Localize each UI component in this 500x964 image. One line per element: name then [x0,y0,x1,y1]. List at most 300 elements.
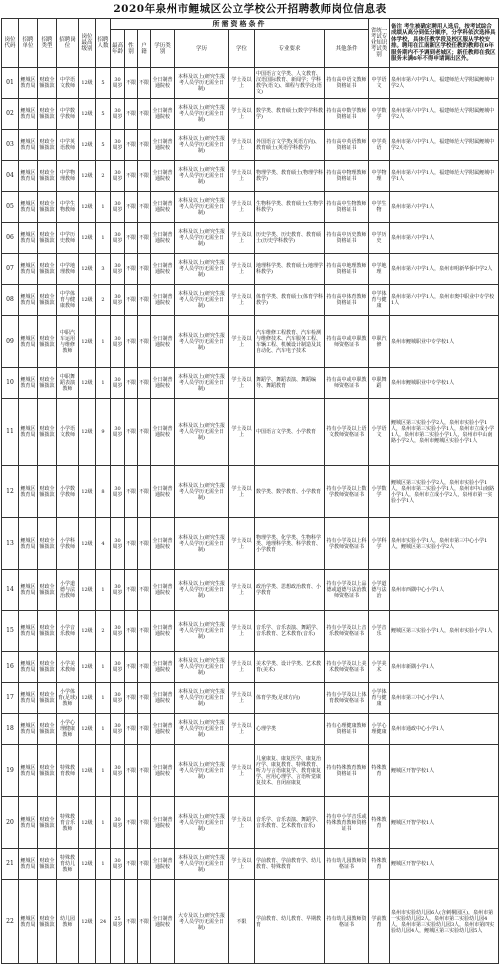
cell-other: 持有特殊教育教师资格证书 [325,745,369,797]
cell-other: 持有高中物理教师资格证书 [325,161,369,192]
cell-type: 财政全额拨款 [38,316,57,368]
table-row [2,130,499,161]
table-row [2,570,499,611]
cell-age: 30周岁 [111,192,125,223]
cell-other: 持有高中体育教师资格证书 [325,285,369,316]
cell-gender: 不限 [125,849,138,880]
cell-major: 中国语言文学类、小学教育 [255,399,325,466]
cell-type: 财政全额拨款 [38,570,57,611]
cell-type: 财政全额拨款 [38,745,57,797]
cell-code: 17 [2,683,19,714]
cell-level: 12级 [79,192,96,223]
cell-other: 持有幼儿园教师资格证书 [325,849,369,880]
cell-other: 持有高中或中职教师资格证书 [325,316,369,368]
cell-unit: 鲤城区教育局 [19,254,38,285]
cell-exam: 小学语文 [369,399,390,466]
cell-level: 12级 [79,399,96,466]
cell-code: 15 [2,611,19,652]
cell-level: 12级 [79,368,96,399]
table-row [2,683,499,714]
cell-major: 儿童康复、康复医学、康复治疗学、康复教育、特殊教育、听力与言语康复学、教育康复学、应用心理学、言语听觉康复技术、自闭症康复 [255,745,325,797]
cell-major: 心理学类 [255,714,325,745]
cell-age: 30周岁 [111,611,125,652]
cell-age: 30周岁 [111,849,125,880]
cell-edu: 本科及以上(研究生报考人员学历无需全日制) [175,797,229,849]
cell-level: 12级 [79,652,96,683]
cell-type: 财政全额拨款 [38,683,57,714]
table-row [2,368,499,399]
cell-edu-type: 全日制普通院校 [151,745,175,797]
cell-code: 10 [2,368,19,399]
cell-count: 1 [96,797,111,849]
cell-post: 小学美术教师 [57,652,79,683]
cell-post: 特殊教育教师 [57,745,79,797]
cell-unit: 鲤城区教育局 [19,68,38,99]
cell-note: 泉州市鲤城职业中专学校1人 [390,316,499,368]
cell-count: 5 [96,130,111,161]
cell-post: 小学科学教师 [57,518,79,570]
cell-note: 泉州市第六中学1人，泉州市奥中职业中专学校1人 [390,285,499,316]
cell-note: 泉州市第六中学1人，泉州市明新华侨中学2人 [390,254,499,285]
cell-count: 1 [96,316,111,368]
cell-code: 18 [2,714,19,745]
cell-count: 2 [96,161,111,192]
cell-age: 30周岁 [111,518,125,570]
cell-edu-type: 全日制普通院校 [151,880,175,964]
cell-exam: 中职汽修 [369,316,390,368]
cell-degree: 学士及以上 [229,611,255,652]
cell-level: 12级 [79,130,96,161]
cell-edu: 本科及以上(研究生报考人员学历无需全日制) [175,285,229,316]
cell-gender: 不限 [125,652,138,683]
cell-age: 30周岁 [111,130,125,161]
cell-age: 30周岁 [111,652,125,683]
cell-count: 1 [96,849,111,880]
cell-code: 05 [2,192,19,223]
table-row [2,880,499,964]
cell-edu: 本科及以上(研究生报考人员学历无需全日制) [175,683,229,714]
cell-degree: 学士及以上 [229,316,255,368]
cell-note: 泉州市第六中学1人 [390,192,499,223]
cell-hukou: 不限 [138,161,151,192]
cell-major: 政治学类、思想政治教育、小学教育 [255,570,325,611]
cell-other: 持有高中或中职教师资格证书 [325,368,369,399]
cell-code: 06 [2,223,19,254]
cell-degree: 学士及以上 [229,797,255,849]
header-edu: 学历 [175,30,229,68]
cell-hukou: 不限 [138,466,151,518]
cell-code: 22 [2,880,19,964]
cell-hukou: 不限 [138,652,151,683]
header-hukou: 户籍 [138,30,151,68]
header-gender: 性别 [125,30,138,68]
cell-major: 汽车维修工程教育、汽车检测与维修技术、汽车服务工程、车辆工程、机械设计制造及其自动化、汽车电子技术 [255,316,325,368]
cell-edu-type: 全日制普通院校 [151,192,175,223]
cell-gender: 不限 [125,68,138,99]
cell-exam: 小学音乐 [369,611,390,652]
cell-type: 财政全额拨款 [38,518,57,570]
cell-gender: 不限 [125,130,138,161]
cell-age: 30周岁 [111,683,125,714]
cell-type: 财政全额拨款 [38,797,57,849]
table-row [2,466,499,518]
cell-gender: 不限 [125,880,138,964]
cell-level: 12级 [79,570,96,611]
cell-degree: 学士及以上 [229,192,255,223]
cell-edu: 本科及以上(研究生报考人员学历无需全日制) [175,130,229,161]
cell-hukou: 不限 [138,285,151,316]
cell-other: 持有小学及以上数学教师资格证书 [325,466,369,518]
cell-note: 鲤城区开智学校1人 [390,797,499,849]
cell-level: 12级 [79,683,96,714]
cell-exam: 中学英语 [369,130,390,161]
cell-degree: 学士及以上 [229,368,255,399]
cell-age: 30周岁 [111,745,125,797]
cell-major: 中国语言文学类、人文教育、汉语国际教育、新闻学；学科教学(语文)、课程与教学论(语文) [255,68,325,99]
cell-post: 小学音乐教师 [57,611,79,652]
table-row [2,652,499,683]
cell-major: 数学类、数学教育、小学教育 [255,466,325,518]
cell-code: 02 [2,99,19,130]
cell-level: 12级 [79,466,96,518]
cell-type: 财政全额拨款 [38,99,57,130]
cell-level: 12级 [79,849,96,880]
cell-unit: 鲤城区教育局 [19,570,38,611]
cell-hukou: 不限 [138,518,151,570]
cell-unit: 鲤城区教育局 [19,683,38,714]
cell-edu: 本科及以上(研究生报考人员学历无需全日制) [175,192,229,223]
cell-count: 2 [96,285,111,316]
cell-other: 持有高中数学教师资格证书 [325,99,369,130]
cell-edu: 本科及以上(研究生报考人员学历无需全日制) [175,161,229,192]
cell-code: 08 [2,285,19,316]
cell-age: 30周岁 [111,570,125,611]
cell-edu-type: 全日制普通院校 [151,254,175,285]
cell-gender: 不限 [125,714,138,745]
table-body [2,68,499,964]
cell-other: 持有中小学音乐或特殊教育教师资格证书 [325,797,369,849]
cell-major: 音乐学、音乐表演、舞蹈学、音乐教育、艺术教育(音乐) [255,797,325,849]
header-type: 招聘类型 [38,19,57,68]
cell-gender: 不限 [125,285,138,316]
cell-type: 财政全额拨款 [38,130,57,161]
cell-exam: 小学数学 [369,466,390,518]
table-row [2,518,499,570]
cell-unit: 鲤城区教育局 [19,130,38,161]
cell-post: 中职汽车运用与维修教师 [57,316,79,368]
cell-hukou: 不限 [138,68,151,99]
cell-post: 中学语文教师 [57,68,79,99]
cell-gender: 不限 [125,223,138,254]
cell-edu-type: 全日制普通院校 [151,518,175,570]
cell-major: 数学类、教育硕士(数学学科教学) [255,99,325,130]
cell-age: 25周岁 [111,880,125,964]
cell-degree: 学士及以上 [229,466,255,518]
cell-unit: 鲤城区教育局 [19,714,38,745]
cell-count: 1 [96,714,111,745]
cell-count: 3 [96,254,111,285]
cell-degree: 学士及以上 [229,223,255,254]
cell-exam: 小学美术 [369,652,390,683]
cell-exam: 小学心理健康 [369,714,390,745]
cell-unit: 鲤城区教育局 [19,368,38,399]
cell-unit: 鲤城区教育局 [19,223,38,254]
table-row [2,316,499,368]
cell-code: 03 [2,130,19,161]
cell-hukou: 不限 [138,368,151,399]
cell-note: 泉州市第六中学1人 [390,223,499,254]
cell-exam: 中学地理 [369,254,390,285]
cell-edu-type: 全日制普通院校 [151,399,175,466]
cell-post: 小学心理健康教师 [57,714,79,745]
cell-exam: 小学科学 [369,518,390,570]
cell-other: 持有幼儿园教师资格证书 [325,880,369,964]
cell-type: 财政全额拨款 [38,223,57,254]
cell-edu-type: 全日制普通院校 [151,130,175,161]
cell-count: 1 [96,570,111,611]
cell-edu-type: 全日制普通院校 [151,161,175,192]
cell-edu-type: 全日制普通院校 [151,849,175,880]
cell-note: 泉州市新隅小学1人 [390,652,499,683]
cell-note: 泉州市实验幼儿园6人(含刺桐园区)，泉州市第一实验幼儿园2人，泉州市第二实验幼儿园4人，泉州市第三实验幼儿园3人，泉州市第四实验幼儿园4人，鲤城区第三实验幼儿园5人 [390,880,499,964]
cell-count: 1 [96,683,111,714]
cell-code: 13 [2,518,19,570]
cell-note: 鲤城区开智学校1人 [390,849,499,880]
cell-edu: 本科及以上(研究生报考人员学历无需全日制) [175,223,229,254]
cell-major: 体育学类、教育硕士(体育学科教学) [255,285,325,316]
cell-edu: 本科及以上(研究生报考人员学历无需全日制) [175,316,229,368]
cell-major: 外国语言文学类(英语方向)、教育硕士(英语学科教学) [255,130,325,161]
cell-post: 小学道德与法治教师 [57,570,79,611]
cell-edu-type: 全日制普通院校 [151,68,175,99]
cell-degree: 学士及以上 [229,849,255,880]
table-row [2,223,499,254]
cell-major: 体育学类(足球方向) [255,683,325,714]
cell-age: 30周岁 [111,254,125,285]
cell-level: 12级 [79,316,96,368]
cell-exam: 特殊教育 [369,745,390,797]
cell-degree: 学士及以上 [229,399,255,466]
cell-type: 财政全额拨款 [38,714,57,745]
cell-hukou: 不限 [138,745,151,797]
cell-other: 持有高中语文教师资格证书 [325,68,369,99]
cell-major: 生物科学类、教育硕士(生物学科教学) [255,192,325,223]
cell-degree: 学士及以上 [229,683,255,714]
cell-exam: 小学体育与健康 [369,683,390,714]
cell-degree: 学士及以上 [229,714,255,745]
cell-post: 特殊教育幼儿教师 [57,849,79,880]
cell-edu-type: 全日制普通院校 [151,570,175,611]
header-level: 岗位最高级别 [79,19,96,68]
cell-hukou: 不限 [138,880,151,964]
cell-edu-type: 全日制普通院校 [151,285,175,316]
cell-count: 8 [96,466,111,518]
cell-major: 学前教育、幼儿教育、早期教育 [255,880,325,964]
cell-exam: 中学数学 [369,99,390,130]
cell-exam: 中学历史 [369,223,390,254]
cell-unit: 鲤城区教育局 [19,399,38,466]
cell-post: 中职舞蹈表演教师 [57,368,79,399]
cell-level: 12级 [79,797,96,849]
cell-level: 12级 [79,99,96,130]
cell-edu-type: 全日制普通院校 [151,316,175,368]
cell-other: 持有高中生物教师资格证书 [325,192,369,223]
cell-unit: 鲤城区教育局 [19,745,38,797]
cell-hukou: 不限 [138,223,151,254]
cell-post: 中学物理教师 [57,161,79,192]
cell-unit: 鲤城区教育局 [19,797,38,849]
recruitment-table [1,18,499,964]
cell-level: 12级 [79,68,96,99]
cell-type: 财政全额拨款 [38,68,57,99]
cell-other: 持有小学及以上语文教师资格证书 [325,399,369,466]
cell-unit: 鲤城区教育局 [19,161,38,192]
cell-note: 鲤城区开智学校1人 [390,745,499,797]
cell-exam: 中职舞蹈 [369,368,390,399]
header-degree: 学位 [229,30,255,68]
cell-degree: 学士及以上 [229,518,255,570]
cell-edu: 大专及以上(研究生报考人员学历无需全日制) [175,880,229,964]
cell-hukou: 不限 [138,316,151,368]
cell-code: 01 [2,68,19,99]
cell-hukou: 不限 [138,570,151,611]
cell-level: 12级 [79,518,96,570]
cell-edu-type: 全日制普通院校 [151,797,175,849]
cell-note: 泉州市实验小学1人，泉州市第三中心小学1人，鲤城区第三实验小学2人 [390,518,499,570]
cell-other: 持有高中历史教师资格证书 [325,223,369,254]
cell-unit: 鲤城区教育局 [19,466,38,518]
cell-note: 鲤城区第三实验小学2人，泉州市实验小学1人，泉州市第三实验小学1人，泉州市立成小学1人，泉州市第二实验小学1人，泉州市中山南路小学2人，泉州市鲤城区实验小学1人 [390,399,499,466]
cell-count: 1 [96,223,111,254]
cell-level: 12级 [79,745,96,797]
cell-note: 泉州市西隅中心小学1人 [390,570,499,611]
cell-age: 30周岁 [111,797,125,849]
cell-level: 12级 [79,254,96,285]
cell-age: 30周岁 [111,161,125,192]
cell-gender: 不限 [125,611,138,652]
cell-count: 1 [96,652,111,683]
cell-exam: 特殊教育 [369,849,390,880]
cell-level: 12级 [79,880,96,964]
cell-age: 30周岁 [111,316,125,368]
cell-other: 持有小学及以上美术教师资格证书 [325,652,369,683]
cell-level: 12级 [79,223,96,254]
cell-code: 20 [2,797,19,849]
cell-unit: 鲤城区教育局 [19,192,38,223]
cell-exam: 特殊教育 [369,797,390,849]
cell-edu: 本科及以上(研究生报考人员学历无需全日制) [175,68,229,99]
cell-major: 历史学类、历史教育、教育硕士(历史学科教学) [255,223,325,254]
cell-degree: 学士及以上 [229,99,255,130]
cell-edu-type: 全日制普通院校 [151,368,175,399]
cell-code: 14 [2,570,19,611]
cell-count: 5 [96,99,111,130]
cell-code: 09 [2,316,19,368]
cell-code: 11 [2,399,19,466]
cell-gender: 不限 [125,745,138,797]
cell-major: 音乐学、音乐表演、舞蹈学、音乐教育、艺术教育(音乐) [255,611,325,652]
cell-age: 30周岁 [111,399,125,466]
cell-unit: 鲤城区教育局 [19,611,38,652]
cell-gender: 不限 [125,192,138,223]
cell-other: 持有小学及以上音乐教师资格证书 [325,611,369,652]
cell-other: 持有心理健康教师资格证书 [325,714,369,745]
cell-unit: 鲤城区教育局 [19,880,38,964]
cell-edu: 本科及以上(研究生报考人员学历无需全日制) [175,652,229,683]
cell-edu-type: 全日制普通院校 [151,683,175,714]
cell-post: 中学数学教师 [57,99,79,130]
cell-unit: 鲤城区教育局 [19,652,38,683]
cell-unit: 鲤城区教育局 [19,849,38,880]
cell-type: 财政全额拨款 [38,285,57,316]
header-post: 招聘岗位 [57,19,79,68]
cell-note: 泉州市通政中心小学1人 [390,714,499,745]
table-row [2,68,499,99]
cell-level: 12级 [79,285,96,316]
header-major: 专业要求 [255,30,325,68]
cell-age: 30周岁 [111,714,125,745]
cell-gender: 不限 [125,254,138,285]
cell-edu: 本科及以上(研究生报考人员学历无需全日制) [175,368,229,399]
cell-code: 07 [2,254,19,285]
cell-edu: 本科及以上(研究生报考人员学历无需全日制) [175,849,229,880]
cell-code: 12 [2,466,19,518]
cell-gender: 不限 [125,399,138,466]
cell-hukou: 不限 [138,192,151,223]
cell-exam: 中学生物 [369,192,390,223]
cell-hukou: 不限 [138,849,151,880]
cell-gender: 不限 [125,683,138,714]
cell-edu: 本科及以上(研究生报考人员学历无需全日制) [175,518,229,570]
cell-degree: 学士及以上 [229,745,255,797]
cell-count: 24 [96,880,111,964]
cell-other: 持有高中地理教师资格证书 [325,254,369,285]
table-row [2,714,499,745]
table-row [2,192,499,223]
cell-note: 泉州市鲤城职业中专学校1人 [390,368,499,399]
cell-note: 泉州市第三中心小学1人 [390,683,499,714]
cell-code: 19 [2,745,19,797]
cell-age: 30周岁 [111,99,125,130]
cell-exam: 中学体育与健康 [369,285,390,316]
cell-post: 中学地理教师 [57,254,79,285]
cell-hukou: 不限 [138,254,151,285]
cell-hukou: 不限 [138,714,151,745]
cell-code: 04 [2,161,19,192]
header-other: 其他条件 [325,30,369,68]
cell-age: 30周岁 [111,285,125,316]
cell-type: 财政全额拨款 [38,161,57,192]
header-note: 备注 考生被确定聘用人选后，按考试综合成绩从高分到低分顺序，分学科依次选择具体学校，具体任教学段及校区服从学校安排。聘用在江南新区学校任教的教师在6年服务期内不予调到老城区；新任教师在我区服务未满6年不得申请调出区外。 [390,19,499,68]
cell-edu: 本科及以上(研究生报考人员学历无需全日制) [175,745,229,797]
cell-degree: 学士及以上 [229,652,255,683]
cell-degree: 学士及以上 [229,570,255,611]
cell-hukou: 不限 [138,683,151,714]
cell-other: 持有小学及以上科学教师资格证书 [325,518,369,570]
cell-hukou: 不限 [138,130,151,161]
cell-other: 持有小学及以上品德或道德与法治教师资格证书 [325,570,369,611]
cell-count: 1 [96,192,111,223]
cell-major: 地理科学类、教育硕士(地理学科教学) [255,254,325,285]
table-row [2,797,499,849]
cell-exam: 学前教育 [369,880,390,964]
cell-gender: 不限 [125,466,138,518]
cell-age: 30周岁 [111,466,125,518]
cell-level: 12级 [79,714,96,745]
cell-count: 2 [96,611,111,652]
cell-post: 中学生物教师 [57,192,79,223]
table-row [2,399,499,466]
